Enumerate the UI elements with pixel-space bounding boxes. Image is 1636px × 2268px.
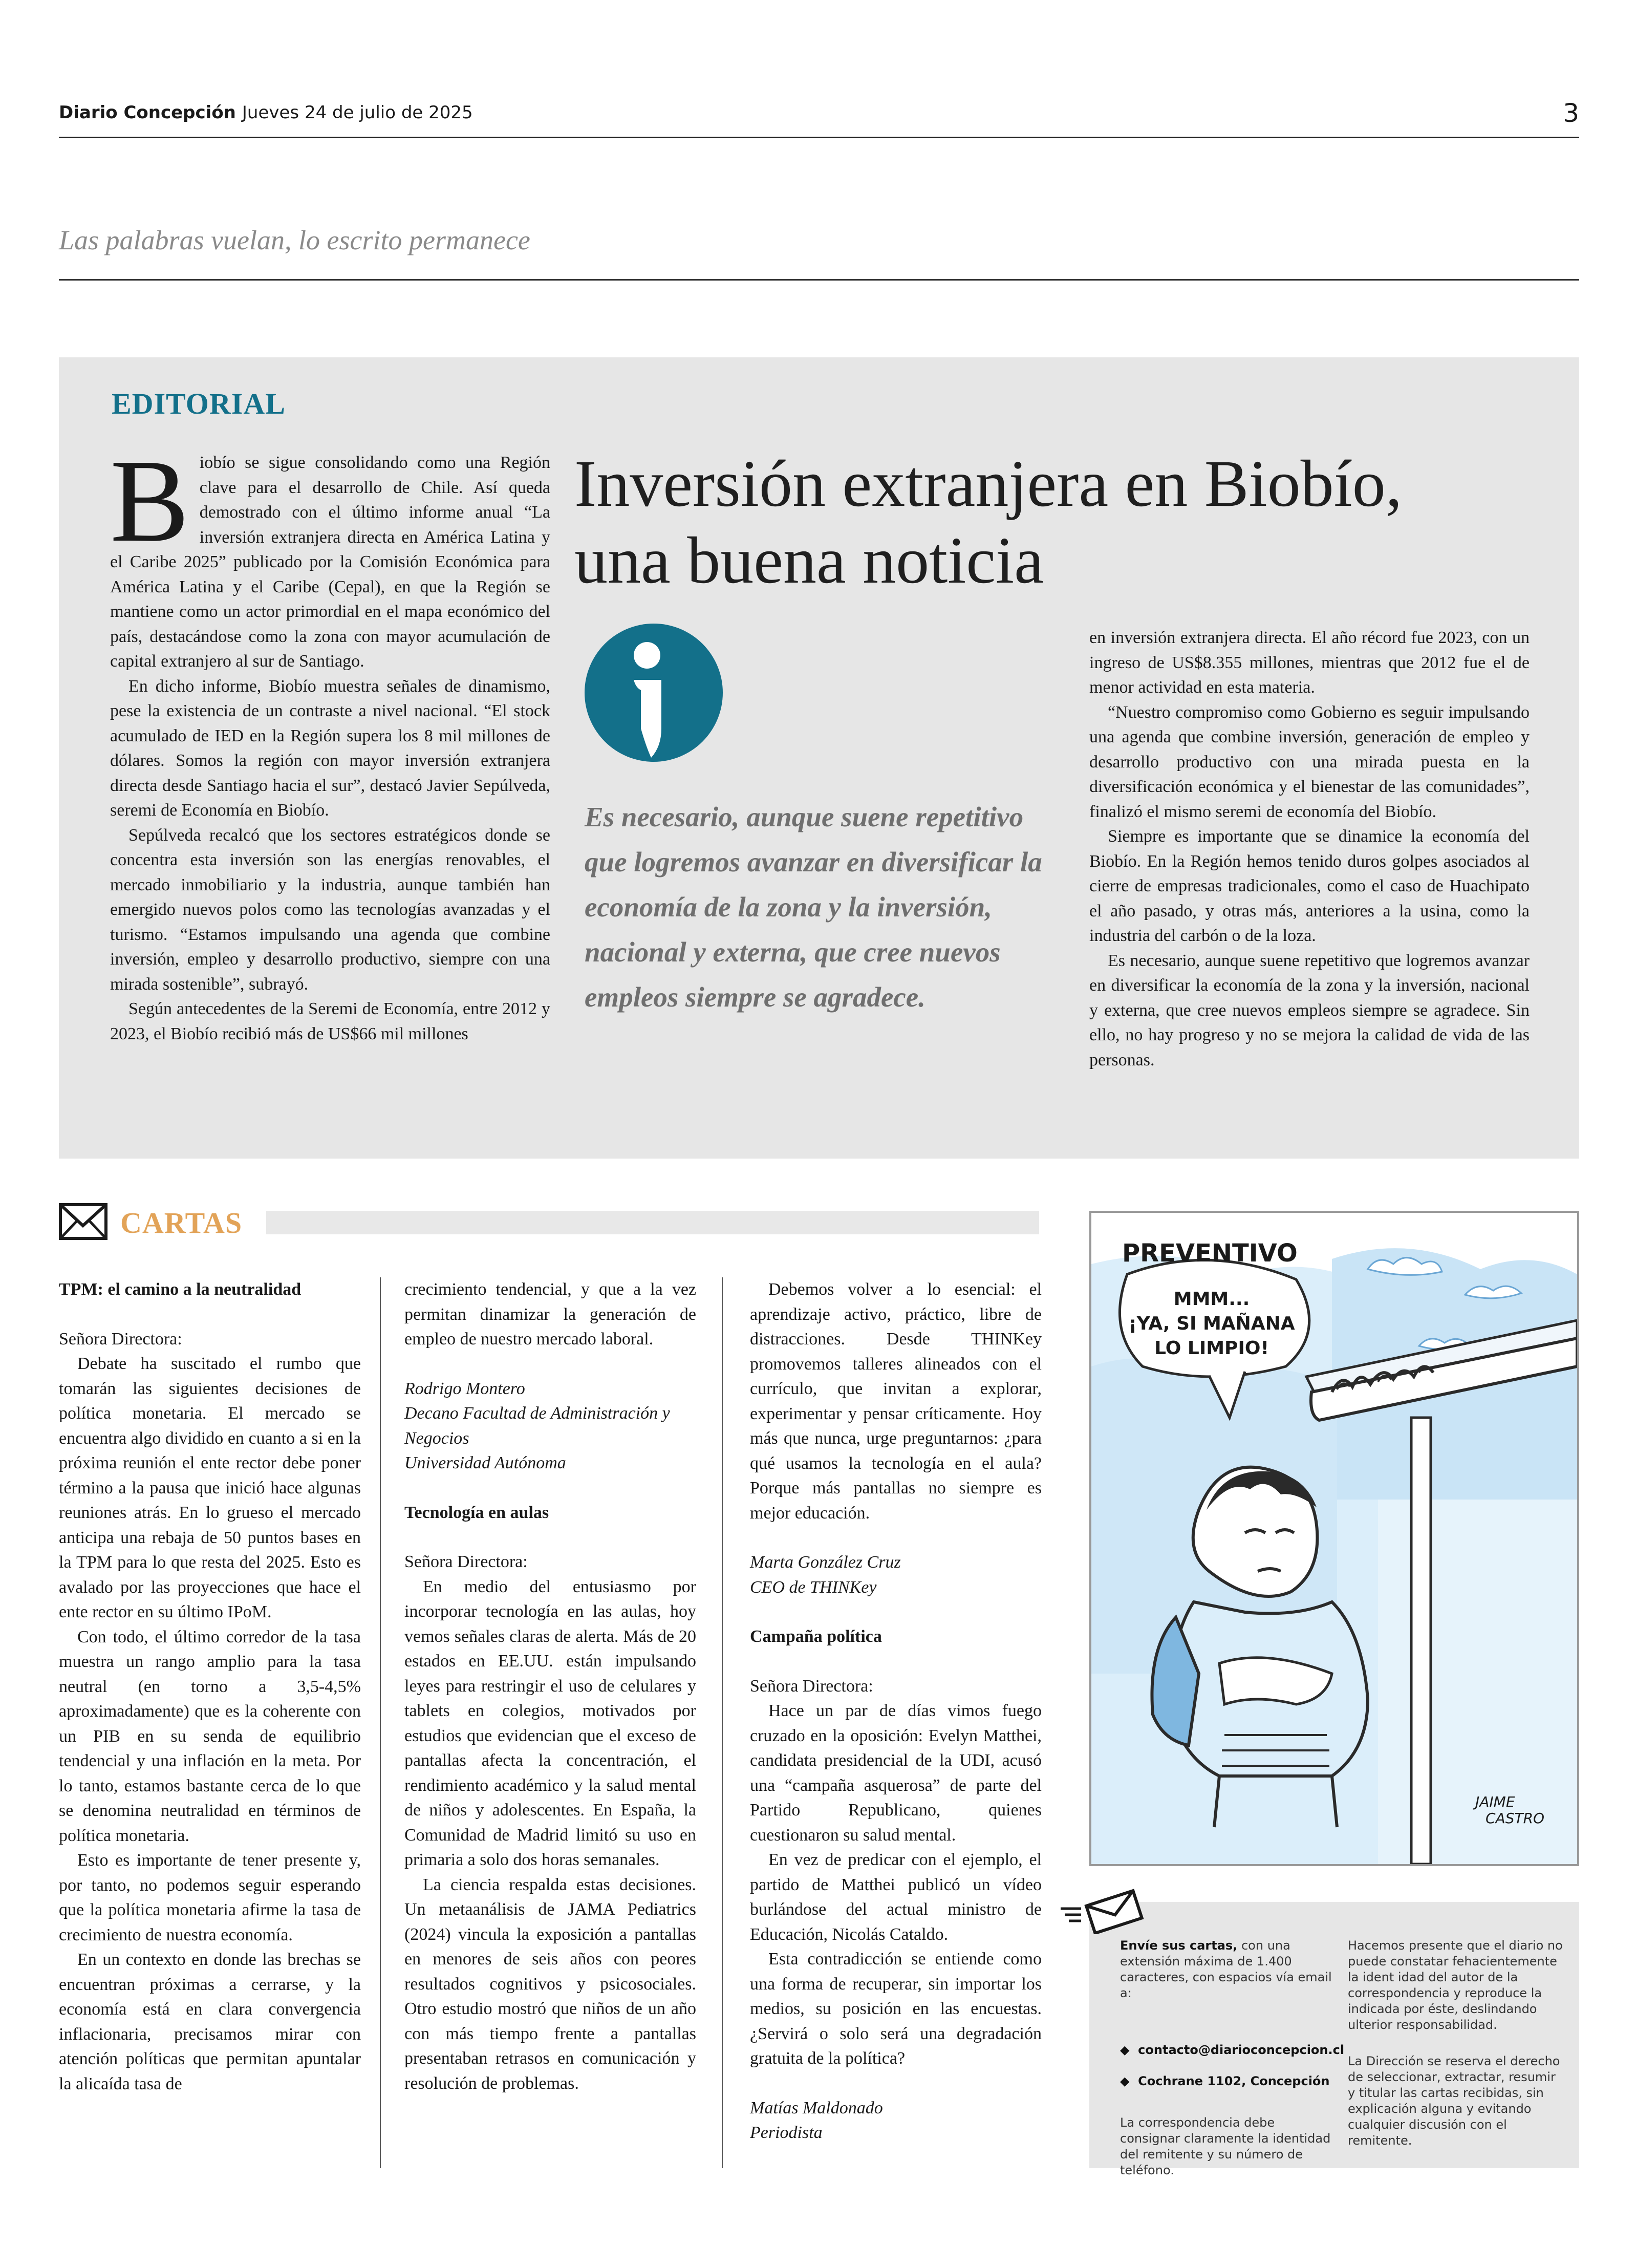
letter-paragraph: Debate ha suscitado el rumbo que tomarán las siguientes decisiones de política monetaria. El mercado se encuentra algo dividido en cuanto a si en la próxima reunión el ente rector debe poner término a la pausa que inició hace algunas reuniones atrás. En lo grueso el mercado anticipa una rebaja de 50 puntos bases en la TPM para lo que resta del 2025. Esto es avalado por las proyecciones que hace el ente rector en su último IPoM. — [59, 1354, 361, 1621]
editorial-cartoon — [1089, 1211, 1579, 1866]
cartoonist-signature-1: JAIME — [1475, 1793, 1515, 1810]
contact-box — [1089, 1902, 1579, 2177]
letter-paragraph: En vez de predicar con el ejemplo, el partido de Matthei publicó un vídeo burlándose del actual ministro de Educación, Nicolás Cataldo. — [750, 1850, 1042, 1944]
letter-title: TPM: el camino a la neutralidad — [59, 1280, 302, 1299]
letter-title: Tecnología en aulas — [404, 1503, 549, 1522]
disclaimer-2: La Dirección se reserva el derecho de seleccionar, extractar, resumir y titular las cartas recibidas, sin explicación alguna y evitando cualquier discusión con el remitente. — [1348, 2054, 1560, 2148]
letter-title: Campaña política — [750, 1627, 882, 1646]
column-divider — [722, 1277, 723, 2168]
contact-intro: Envíe sus cartas, con una extensión máxima de 1.400 caracteres, con espacios vía email a: — [1120, 1938, 1332, 2000]
editorial-paragraph: en inversión extranjera directa. El año récord fue 2023, con un ingreso de US$8.355 millones, mientras que 2012 fue el de menor actividad en esta materia. — [1089, 628, 1530, 697]
letter-paragraph: Esto es importante de tener presente y, por tanto, no podemos seguir esperando que la política monetaria afirme la tasa de crecimiento de nuestra economía. — [59, 1851, 361, 1944]
editorial-headline: Inversión extranjera en Biobío, una buena noticia — [574, 447, 1403, 597]
cartoon-speech-line-2: ¡YA, SI MAÑANA — [1128, 1313, 1295, 1334]
letters-column-3 — [750, 1277, 1042, 2146]
editorial-paragraph: Siempre es importante que se dinamice la economía del Biobío. En la Región hemos tenido duros golpes asociados al cierre de empresas tradicionales, como el caso de Huachipato el año pasado, y otras más, anteriores a la usina, como la industria del carbón o de la loza. — [1089, 827, 1530, 945]
cartoonist-signature-2: CASTRO — [1486, 1810, 1545, 1827]
contact-instructions — [1120, 1938, 1345, 2178]
editorial-paragraph: “Nuestro compromiso como Gobierno es seguir impulsando una agenda que combine inversión, generación de empleo y desarrollo productivo con una mirada puesta en la diversificación económica y el bienestar de las comunidades”, finalizó el mismo seremi de economía del Biobío. — [1089, 702, 1530, 821]
envelope-icon — [1059, 1888, 1146, 1934]
letter-paragraph: Debemos volver a lo esencial: el aprendizaje activo, práctico, libre de distracciones. Desde THINKey promovemos talleres alineados con el currículo, que invitan a explorar, experimentar y pensar críticamente. Hoy más que nunca, urge preguntarnos: ¿para qué usamos la tecnología en el aula? Porque más pantallas no siempre es mejor educación. — [750, 1280, 1042, 1523]
column-divider — [380, 1277, 381, 2168]
contact-email[interactable]: ◆ contacto@diarioconcepcion.cl — [1120, 2042, 1335, 2058]
editorial-paragraph: Es necesario, aunque suene repetitivo que logremos avanzar en diversificar la economía de la zona y la inversión, nacional y externa, que cree nuevos empleos siempre se agradece. Sin ello, no hay progreso y no se mejora la calidad de vida de las personas. — [1089, 951, 1530, 1069]
letter-paragraph: La ciencia respalda estas decisiones. Un metaanálisis de JAMA Pediatrics (2024) vincula la exposición a pantallas en menores de seis años con peores resultados cognitivos y psicosociales. Otro estudio mostró que niños de un año con más tiempo frente a pantallas presentaban retrasos en comunicación y resolución de problemas. — [404, 1875, 696, 2093]
letter-signature-name: Marta González Cruz — [750, 1553, 901, 1572]
contact-disclaimer — [1348, 1938, 1563, 2149]
letter-salutation: Señora Directora: — [404, 1552, 528, 1571]
page-number: 3 — [1563, 98, 1579, 128]
letter-paragraph: Hace un par de días vimos fuego cruzado en la oposición: Evelyn Matthei, candidata presidencial de la UDI, acusó una “campaña asquerosa” de parte del Partido Republicano, quienes cuestionaron su salud mental. — [750, 1701, 1042, 1845]
letter-signature-role: Decano Facultad de Administración y Negocios — [404, 1404, 670, 1448]
letter-paragraph: Esta contradicción se entiende como una forma de recuperar, sin importar los medios, su posición en las encuestas. ¿Servirá o solo será una degradación gratuita de la política? — [750, 1950, 1042, 2068]
letter-signature-role: CEO de THINKey — [750, 1577, 877, 1597]
letters-column-1 — [59, 1277, 361, 2096]
letter-paragraph: En medio del entusiasmo por incorporar tecnología en las aulas, hoy vemos señales claras de alerta. Más de 20 estados en EE.UU. están impulsando leyes para restringir el uso de celulares y tablets en colegios, motivados por estudios que evidencian que el exceso de pantallas afecta la concentración, el rendimiento académico y la salud mental de niños y adolescentes. En España, la Comunidad de Madrid limitó su uso en primaria a solo dos horas semanales. — [404, 1577, 696, 1869]
contact-address: ◆ Cochrane 1102, Concepción — [1120, 2073, 1335, 2089]
editorial-column-3 — [1089, 626, 1530, 1073]
info-icon — [585, 624, 723, 762]
editorial-paragraph: Sepúlveda recalcó que los sectores estratégicos donde se concentra esta inversión son las energías renovables, el mercado inmobiliario y la industria, aunque también han emergido nuevos polos como las tecnologías avanzadas y el turismo. “Estamos impulsando una agenda que combine inversión, empleo y desarrollo productivo, siempre con una mirada sostenible”, subrayó. — [110, 825, 550, 994]
letter-signature-name: Rodrigo Montero — [404, 1379, 525, 1398]
issue-date: Jueves 24 de julio de 2025 — [242, 102, 473, 123]
letter-paragraph: En un contexto en donde las brechas se encuentran próximas a cerrarse, y la economía está en clara convergencia inflacionaria, precisamos mirar con atención políticas que permitan apuntalar la alicaída tasa de — [59, 1950, 361, 2093]
editorial-paragraph: Según antecedentes de la Seremi de Economía, entre 2012 y 2023, el Biobío recibió más de US$66 mil millones — [110, 999, 550, 1043]
cartoon-speech-line-1: MMM... — [1173, 1289, 1250, 1310]
page-header — [59, 98, 1579, 138]
letter-signature-role: Periodista — [750, 2123, 823, 2142]
cartoon-speech-line-3: LO LIMPIO! — [1154, 1338, 1269, 1359]
drop-cap: B — [110, 435, 189, 567]
editorial-paragraph: En dicho informe, Biobío muestra señales de dinamismo, pese la existencia de un contraste a nivel nacional. “El stock acumulado de IED en la Región supera los 8 mil millones de dólares. Somos la región con mayor inversión extranjera directa desde Santiago hacia el sur”, destacó Javier Sepúlveda, seremi de Economía en Biobío. — [110, 676, 550, 820]
pull-quote: Es necesario, aunque suene repetitivo que logremos avanzar en diversificar la economía de la zona y la inversión, nacional y externa, que cree nuevos empleos siempre se agradece. — [585, 801, 1042, 1013]
cartoon-title: PREVENTIVO — [1122, 1239, 1298, 1268]
disclaimer-1: Hacemos presente que el diario no puede constatar fehacientemente la ident idad del autor de la correspondencia y reproduce la indicada por éste, deslindando ulterior responsabilidad. — [1348, 1938, 1563, 2032]
letter-signature-name: Matías Maldonado — [750, 2098, 883, 2117]
publication-name: Diario Concepción — [59, 102, 236, 123]
cartoon-illustration — [1091, 1213, 1577, 1864]
letter-salutation: Señora Directora: — [59, 1329, 182, 1349]
editorial-paragraph: Biobío se sigue consolidando como una Región clave para el desarrollo de Chile. Así queda demostrado con el último informe anual “La inversión extranjera directa en América Latina y el Caribe 2025” publicado por la Comisión Económica para América Latina y el Caribe (Cepal), en que la Región se mantiene como un actor primordial en el mapa económico del país, destacándose como la zona con mayor acumulación de capital extranjero al sur de Santiago. — [110, 435, 550, 671]
letters-column-2 — [404, 1277, 696, 2096]
section-bar — [266, 1211, 1039, 1234]
letter-paragraph: Con todo, el último corredor de la tasa muestra un rango amplio para la tasa neutral (en torno a 3,5-4,5% aproximadamente) que es la coherente con un PIB en su senda de equilibrio tendencial y una inflación en la meta. Por lo tanto, estamos bastante cerca de lo que se denomina neutralidad en términos de política monetaria. — [59, 1627, 361, 1845]
letter-signature-org: Universidad Autónoma — [404, 1453, 566, 1472]
section-tagline: Las palabras vuelan, lo escrito permanece — [59, 224, 1579, 281]
envelope-icon — [59, 1203, 107, 1240]
letter-paragraph: crecimiento tendencial, y que a la vez permitan dinamizar la generación de empleo de nuestro mercado laboral. — [404, 1280, 696, 1349]
cartas-label: CARTAS — [120, 1206, 243, 1239]
editorial-column-1 — [110, 435, 550, 1046]
letter-salutation: Señora Directora: — [750, 1676, 873, 1696]
contact-note: La correspondencia debe consignar claramente la identidad del remitente y su número de teléfono. — [1120, 2115, 1331, 2177]
editorial-label: EDITORIAL — [112, 387, 286, 420]
